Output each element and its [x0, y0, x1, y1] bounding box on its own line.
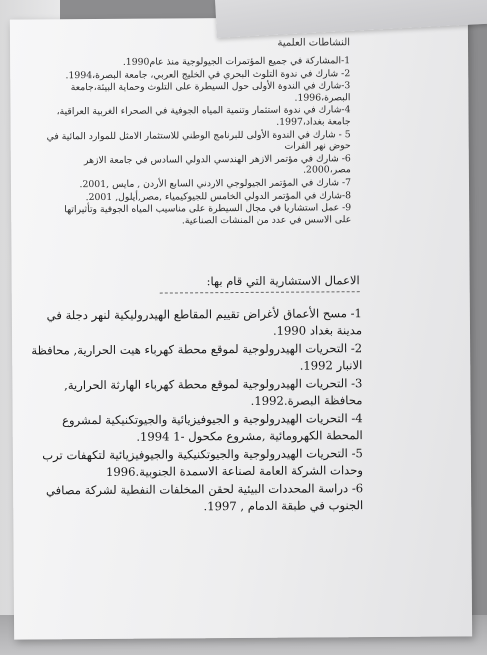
section-title-activities: النشاطات العلمية: [277, 37, 351, 49]
consulting-list: [22, 305, 363, 517]
list-item: 6- شارك في مؤتمر الازهر الهندسي الدولي السادس في جامعة الازهر مصر،2000.: [83, 152, 351, 176]
list-item: 4-شارك في ندوة استثمار وتنمية المياه الجوفية في الصحراء الغربية العراقية، جامعة بغداد،1997.: [56, 104, 351, 128]
list-item: 2- التحريات الهيدرولوجية لموقع محطة كهرباء هيت الحرارية, محافظة الانبار 1992.: [31, 341, 363, 373]
list-item: 9- عمل استشاريا في مجال السيطرة على مناسيب المياه الجوفية وتأثيراتها على الاسس في عدد من المنشات الصناعية.: [64, 202, 352, 227]
activities-list: [45, 55, 351, 228]
section-title-consulting: الاعمال الاستشارية التي قام بها:: [160, 273, 360, 293]
list-item: 5 - شارك في الندوة الأولى للبرنامج الوطني للاستثمار الامثل للموارد المائية في حوض نهر الفرات: [46, 128, 351, 152]
list-item: 3-شارك في الندوة الأولى حول السيطرة على التلوث وحماية البيئة،جامعة البصرة،1996.: [70, 80, 351, 104]
list-item: 6- دراسة المحددات البيئية لحقن المخلفات النفطية لشركة مصافي الجنوب في طبقة الدمام , 1997.: [45, 481, 364, 514]
list-item: 2- شارك في ندوة التلوث البحري في الخليج العربي، جامعة البصرة،1994.: [65, 67, 351, 81]
list-item: 1- مسح الأعماق لأغراض تقييم المقاطع الهيدروليكية لنهر دجلة في مدينة بغداد 1990.: [46, 306, 363, 338]
list-item: 8-شارك في المؤتمر الدولي الخامس للجيوكيمياء ,مصر,أيلول, 2001.: [85, 189, 352, 203]
list-item: 3- التحريات الهيدرولوجية لموقع محطة كهرباء الهارثة الحرارية, محافظة البصرة.1992.: [64, 376, 363, 408]
list-item: 1-المشاركة في جميع المؤتمرات الجيولوجية منذ عام1990.: [122, 55, 351, 68]
list-item: 5- التحريات الهيدرولوجية والجيوتكنيكية والجيوفيزيائية لتكهفات ترب وحدات الشركة العامة لصناعة الاسمدة الجنوبية.1996: [42, 446, 364, 479]
document-page: [10, 16, 472, 639]
list-item: 4- التحريات الهيدرولوجية و الجيوفيزيائية والجيوتكنيكية لمشروع المحطة الكهرومائية ,مشروع مكحول -1 1994.: [62, 411, 363, 444]
list-item: 7- شارك في المؤتمر الجيولوجي الاردني السابع الأردن , مايس ,2001.: [79, 177, 352, 191]
